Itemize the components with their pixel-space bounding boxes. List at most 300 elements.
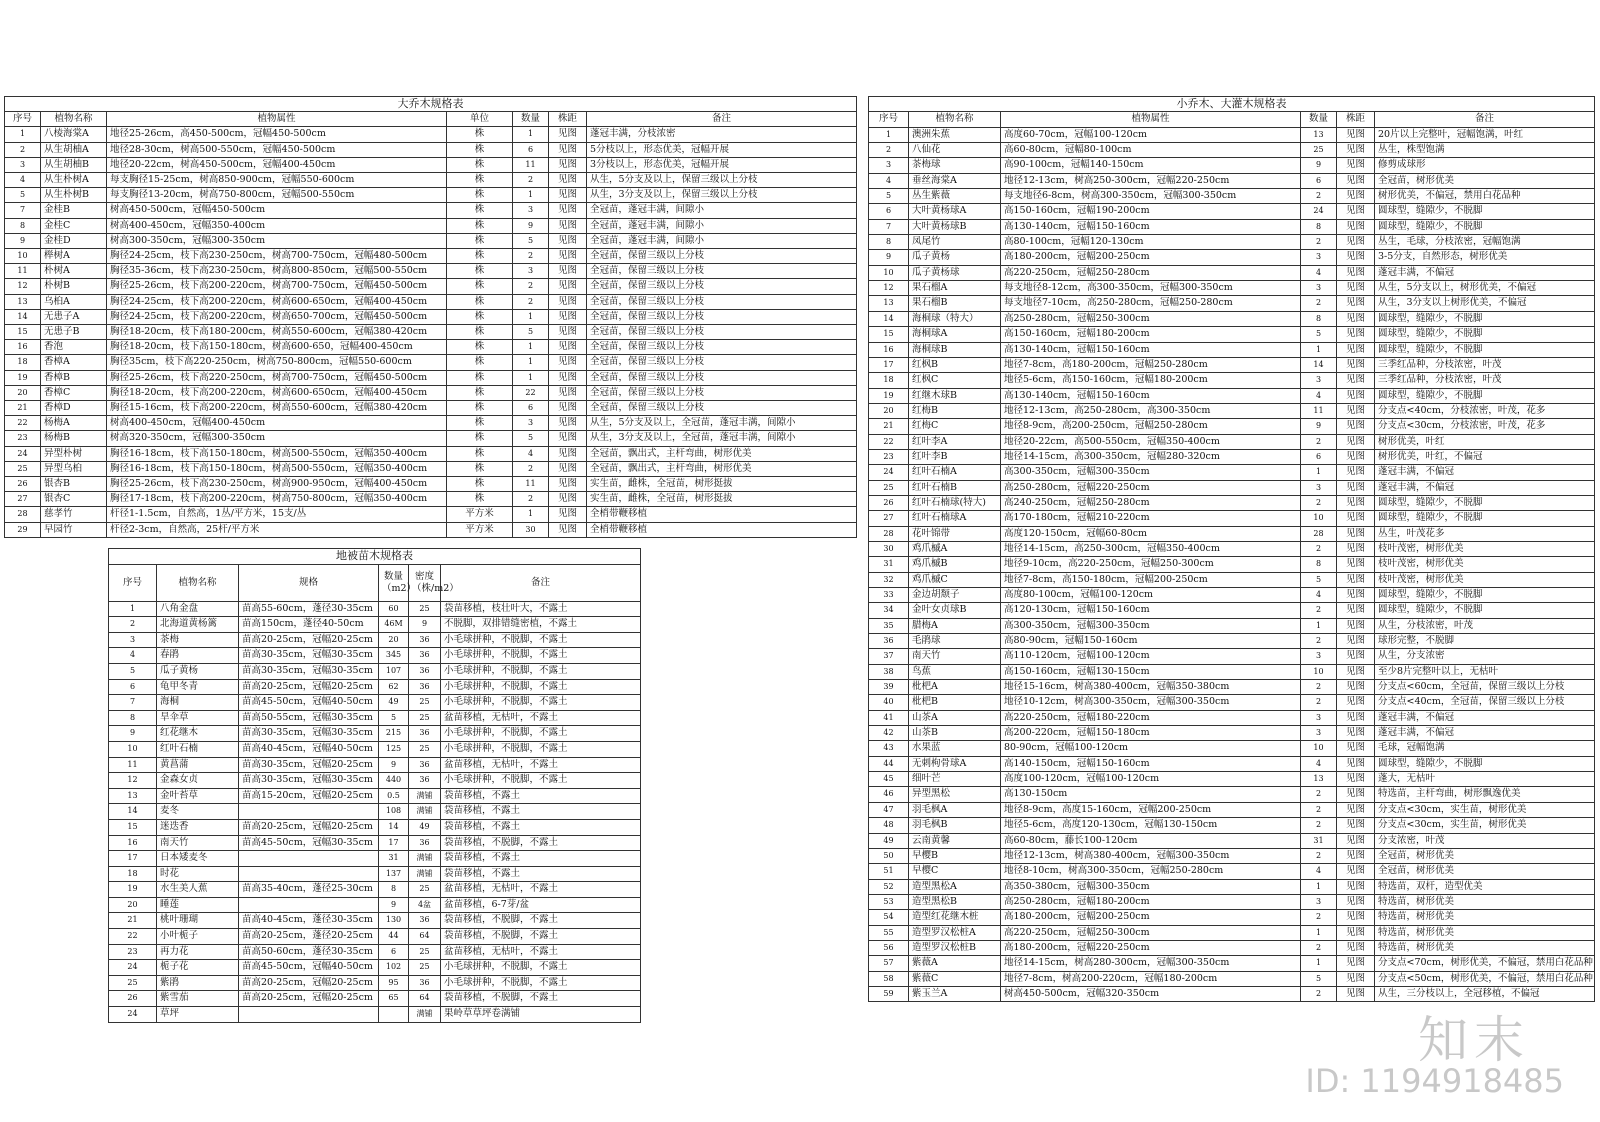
table-cell: 蓬大，无枯叶	[1375, 772, 1595, 787]
table-cell: 见图	[549, 416, 587, 431]
table-cell: 地径7-8cm，高150-180cm，冠幅200-250cm	[1001, 572, 1301, 587]
table-row	[869, 143, 1595, 158]
table-cell: 29	[5, 522, 41, 537]
table-cell: 株	[447, 264, 513, 279]
table-cell: 高220-250cm，冠幅250-300cm	[1001, 925, 1301, 940]
groundcover-table	[108, 548, 641, 1023]
table-cell: 株	[447, 461, 513, 476]
table-cell: 海桐球A	[909, 327, 1001, 342]
table-cell: 25	[409, 960, 441, 976]
table-cell: 24	[869, 465, 909, 480]
table-cell: 2	[513, 492, 549, 507]
col-header: 规格	[239, 564, 379, 601]
table-cell: 全冠苗，保留三级以上分枝	[587, 279, 857, 294]
table-cell: 48	[869, 818, 909, 833]
table-cell: 高300-350cm，冠幅300-350cm	[1001, 618, 1301, 633]
table-cell: 树高320-350cm，冠幅300-350cm	[107, 431, 447, 446]
table-cell: 2	[5, 142, 41, 157]
table-cell: 4	[1301, 864, 1337, 879]
table-cell: 苗高55-60cm，蓬径30-35cm	[239, 601, 379, 617]
table-cell: 见图	[1337, 465, 1375, 480]
table-cell: 见图	[549, 279, 587, 294]
table-cell: 鸡爪槭C	[909, 572, 1001, 587]
table-row	[869, 189, 1595, 204]
table-cell: 紫薇C	[909, 971, 1001, 986]
table-cell: 3	[5, 157, 41, 172]
table-cell: 小毛球拼种，不脱脚，不露土	[441, 975, 641, 991]
table-cell: 6	[869, 204, 909, 219]
table-row	[869, 971, 1595, 986]
table-cell: 胸径24-25cm，枝下高200-220cm，树高600-650cm，冠幅400-450cm	[107, 294, 447, 309]
table-cell: 紫鹃	[157, 975, 239, 991]
table-cell: 实生苗，雌株，全冠苗，树形挺拔	[587, 492, 857, 507]
table-row	[869, 603, 1595, 618]
table-cell: 25	[409, 710, 441, 726]
table-cell: 全冠苗，保留三级以上分枝	[587, 355, 857, 370]
table-cell: 25	[409, 741, 441, 757]
groundcover-table-title: 地被苗木规格表	[109, 549, 641, 565]
table-cell: 金桂B	[41, 203, 107, 218]
table-row	[109, 726, 641, 742]
table-row	[109, 601, 641, 617]
table-cell: 从生，5分支以上，树形优美，不偏冠	[1375, 281, 1595, 296]
table-cell: 44	[379, 929, 409, 945]
table-cell: 见图	[1337, 956, 1375, 971]
table-cell: 球形完整，不脱脚	[1375, 634, 1595, 649]
table-cell: 小毛球拼种，不脱脚，不露土	[441, 695, 641, 711]
table-cell: 异型黑松	[909, 787, 1001, 802]
table-cell: 见图	[549, 142, 587, 157]
table-cell: 见图	[1337, 864, 1375, 879]
table-cell: 5	[513, 431, 549, 446]
table-cell: 见图	[1337, 710, 1375, 725]
table-row	[869, 710, 1595, 725]
table-cell: 修剪成球形	[1375, 158, 1595, 173]
table-cell: 高150-160cm，冠幅130-150cm	[1001, 664, 1301, 679]
table-cell: 造型黑松A	[909, 879, 1001, 894]
col-header: 植物名称	[157, 564, 239, 601]
table-cell: 17	[379, 835, 409, 851]
table-cell: 高180-200cm，冠幅220-250cm	[1001, 940, 1301, 955]
table-cell: 25	[109, 975, 157, 991]
table-cell: 盆苗移植，无枯叶，不露土	[441, 757, 641, 773]
table-cell: 2	[1301, 235, 1337, 250]
table-cell: 13	[1301, 127, 1337, 142]
table-cell: 苗高45-50cm，冠幅30-35cm	[239, 835, 379, 851]
table-cell: 胸径15-16cm，枝下高200-220cm，树高550-600cm，冠幅380-420cm	[107, 401, 447, 416]
table-cell: 见图	[1337, 127, 1375, 142]
table-cell: 小毛球拼种，不脱脚，不露土	[441, 960, 641, 976]
table-row	[5, 309, 857, 324]
table-cell: 胸径35-36cm，枝下高230-250cm，树高800-850cm，冠幅500-550cm	[107, 264, 447, 279]
col-header: 数量	[513, 112, 549, 127]
table-row	[869, 818, 1595, 833]
table-cell: 瓜子黄杨	[157, 663, 239, 679]
table-cell: 再力花	[157, 944, 239, 960]
table-cell: 20	[109, 897, 157, 913]
table-row	[869, 618, 1595, 633]
table-row	[5, 325, 857, 340]
table-cell: 袋苗移植，不脱脚，不露土	[441, 991, 641, 1007]
table-cell: 107	[379, 663, 409, 679]
table-cell: 43	[869, 741, 909, 756]
table-cell: 金桂D	[41, 233, 107, 248]
table-cell: 见图	[1337, 388, 1375, 403]
table-cell: 特选苗，树形优美	[1375, 910, 1595, 925]
table-cell: 三季红品种，分枝浓密，叶茂	[1375, 357, 1595, 372]
table-cell: 株	[447, 355, 513, 370]
table-cell: 5分枝以上，形态优美，冠幅开展	[587, 142, 857, 157]
table-cell: 80-90cm，冠幅100-120cm	[1001, 741, 1301, 756]
table-cell: 2	[1301, 434, 1337, 449]
table-cell: 高60-80cm，藤长100-120cm	[1001, 833, 1301, 848]
table-row	[5, 507, 857, 522]
table-cell: 25	[5, 461, 41, 476]
table-cell: 满铺	[409, 851, 441, 867]
table-cell: 大叶黄杨球A	[909, 204, 1001, 219]
table-cell: 山茶B	[909, 726, 1001, 741]
table-cell: 全冠苗，蓬冠丰满，间隙小	[587, 218, 857, 233]
table-cell: 4	[1301, 388, 1337, 403]
table-cell: 3	[513, 264, 549, 279]
table-cell: 49	[869, 833, 909, 848]
table-cell: 地径14-15cm，高300-350cm，冠幅280-320cm	[1001, 449, 1301, 464]
table-cell: 苗高30-35cm，冠幅30-35cm	[239, 648, 379, 664]
table-cell: 13	[869, 296, 909, 311]
table-row	[869, 772, 1595, 787]
table-cell: 46M	[379, 617, 409, 633]
table-cell: 9	[379, 897, 409, 913]
table-cell: 见图	[1337, 618, 1375, 633]
table-cell: 胸径18-20cm，枝下高200-220cm，树高600-650cm，冠幅400-450cm	[107, 385, 447, 400]
table-row	[5, 385, 857, 400]
table-cell: 胸径17-18cm，枝下高200-220cm，树高750-800cm，冠幅350-400cm	[107, 492, 447, 507]
table-cell: 早园竹	[41, 522, 107, 537]
table-cell	[239, 866, 379, 882]
table-cell: 小毛球拼种，不脱脚，不露土	[441, 648, 641, 664]
table-cell: 高130-150cm	[1001, 787, 1301, 802]
table-cell: 25	[409, 944, 441, 960]
table-row	[869, 158, 1595, 173]
table-cell: 高130-140cm，冠幅150-160cm	[1001, 342, 1301, 357]
table-row	[109, 695, 641, 711]
table-cell: 袋苗移植，不脱脚，不露土	[441, 913, 641, 929]
table-cell: 见图	[549, 370, 587, 385]
table-cell: 见图	[1337, 403, 1375, 418]
table-cell: 高220-250cm，冠幅180-220cm	[1001, 710, 1301, 725]
table-row	[109, 897, 641, 913]
table-row	[5, 249, 857, 264]
table-cell: 60	[379, 601, 409, 617]
table-cell: 从生，3分支及以上，全冠苗，蓬冠丰满，间隙小	[587, 431, 857, 446]
table-cell: 见图	[549, 401, 587, 416]
table-cell: 高250-280cm，冠幅220-250cm	[1001, 480, 1301, 495]
table-cell: 垂丝海棠A	[909, 173, 1001, 188]
table-cell: 全冠苗，保留三级以上分枝	[587, 249, 857, 264]
table-cell: 袋苗移植，枝壮叶大，不露土	[441, 601, 641, 617]
table-cell: 20	[379, 632, 409, 648]
table-cell: 海桐球（特大）	[909, 311, 1001, 326]
table-cell: 5	[869, 189, 909, 204]
table-cell: 9	[379, 757, 409, 773]
table-cell: 株	[447, 203, 513, 218]
table-row	[109, 648, 641, 664]
table-row	[5, 203, 857, 218]
table-cell: 小叶栀子	[157, 929, 239, 945]
table-cell: 袋苗移植，不露土	[441, 866, 641, 882]
table-cell: 23	[109, 944, 157, 960]
table-row	[869, 403, 1595, 418]
table-cell: 花叶锦带	[909, 526, 1001, 541]
table-cell: 见图	[1337, 357, 1375, 372]
table-cell: 19	[5, 370, 41, 385]
table-cell: 从生，3分支及以上，保留三级以上分枝	[587, 188, 857, 203]
table-cell: 丛生，叶茂花多	[1375, 526, 1595, 541]
table-cell: 1	[109, 601, 157, 617]
table-row	[109, 788, 641, 804]
table-cell: 5	[1301, 572, 1337, 587]
table-cell: 紫雪茄	[157, 991, 239, 1007]
table-cell: 地径20-22cm，树高450-500cm，冠幅400-450cm	[107, 157, 447, 172]
table-cell: 苗高50-60cm，蓬径30-35cm	[239, 944, 379, 960]
table-cell: 19	[109, 882, 157, 898]
table-cell: 8	[1301, 557, 1337, 572]
table-cell: 8	[379, 882, 409, 898]
table-cell: 5	[5, 188, 41, 203]
table-cell: 0.5	[379, 788, 409, 804]
table-cell: 杆径2-3cm，自然高，25杆/平方米	[107, 522, 447, 537]
table-cell: 高350-380cm，冠幅300-350cm	[1001, 879, 1301, 894]
table-cell: 地径7-8cm，高180-200cm，冠幅250-280cm	[1001, 357, 1301, 372]
table-cell: 10	[1301, 511, 1337, 526]
table-cell: 枇杷B	[909, 695, 1001, 710]
table-cell: 果石榴B	[909, 296, 1001, 311]
table-cell: 46	[869, 787, 909, 802]
table-cell: 28	[1301, 526, 1337, 541]
table-cell: 36	[409, 773, 441, 789]
table-cell: 36	[409, 757, 441, 773]
table-row	[869, 741, 1595, 756]
table-cell: 24	[109, 1007, 157, 1023]
table-cell: 株	[447, 233, 513, 248]
table-cell: 高250-280cm，冠幅250-300cm	[1001, 311, 1301, 326]
table-cell: 55	[869, 925, 909, 940]
table-cell: 造型红花继木桩	[909, 910, 1001, 925]
table-cell: 圆球型，缝隙少，不脱脚	[1375, 342, 1595, 357]
table-cell: 见图	[549, 492, 587, 507]
table-cell: 1	[1301, 956, 1337, 971]
table-cell: 高170-180cm，冠幅210-220cm	[1001, 511, 1301, 526]
table-cell: 20片以上完整叶，冠幅饱满，叶红	[1375, 127, 1595, 142]
table-row	[5, 340, 857, 355]
table-cell: 盆苗移植，无枯叶，不露土	[441, 710, 641, 726]
table-cell: 无患子A	[41, 309, 107, 324]
table-cell: 见图	[1337, 879, 1375, 894]
table-cell: 不脱脚，双排错缝密植，不露土	[441, 617, 641, 633]
table-cell: 造型罗汉松桩A	[909, 925, 1001, 940]
table-cell: 红叶石楠	[157, 741, 239, 757]
table-cell: 10	[1301, 664, 1337, 679]
groundcover-table-body	[109, 601, 641, 1022]
table-row	[5, 279, 857, 294]
table-cell: 4	[5, 173, 41, 188]
table-cell: 6	[513, 142, 549, 157]
table-cell: 8	[109, 710, 157, 726]
table-cell: 高150-160cm，冠幅180-200cm	[1001, 327, 1301, 342]
table-cell: 10	[1301, 741, 1337, 756]
table-row	[869, 726, 1595, 741]
table-cell: 64	[409, 929, 441, 945]
table-cell: 11	[5, 264, 41, 279]
table-cell: 见图	[1337, 265, 1375, 280]
table-cell: 海桐球B	[909, 342, 1001, 357]
table-cell: 细叶芒	[909, 772, 1001, 787]
col-header: 株距	[549, 112, 587, 127]
table-row	[5, 173, 857, 188]
table-cell: 龟甲冬青	[157, 679, 239, 695]
table-cell: 圆球型，缝隙少，不脱脚	[1375, 756, 1595, 771]
table-cell: 23	[5, 431, 41, 446]
table-cell: 9	[869, 250, 909, 265]
table-cell: 胸径24-25cm，枝下高230-250cm，树高700-750cm，冠幅480-500cm	[107, 249, 447, 264]
table-cell: 28	[869, 526, 909, 541]
table-cell: 茶梅	[157, 632, 239, 648]
table-cell: 见图	[1337, 281, 1375, 296]
table-cell: 每支地径7-10cm，高250-280cm，冠幅250-280cm	[1001, 296, 1301, 311]
table-row	[5, 142, 857, 157]
table-cell: 见图	[1337, 695, 1375, 710]
table-cell: 株	[447, 431, 513, 446]
table-row	[869, 388, 1595, 403]
table-cell: 36	[409, 663, 441, 679]
table-cell: 地径8-10cm，树高300-350cm，冠幅250-280cm	[1001, 864, 1301, 879]
table-cell: 5	[1301, 327, 1337, 342]
table-cell: 3	[1301, 480, 1337, 495]
table-cell: 紫薇A	[909, 956, 1001, 971]
table-cell: 株	[447, 340, 513, 355]
table-row	[869, 342, 1595, 357]
table-cell: 红枫C	[909, 373, 1001, 388]
table-cell: 高200-220cm，冠幅150-180cm	[1001, 726, 1301, 741]
table-cell: 17	[109, 851, 157, 867]
table-cell: 9	[5, 233, 41, 248]
table-cell: 胸径18-20cm，枝下高180-200cm，树高550-600cm，冠幅380-420cm	[107, 325, 447, 340]
table-cell: 12	[109, 773, 157, 789]
table-cell: 高180-200cm，冠幅200-250cm	[1001, 250, 1301, 265]
table-cell: 见图	[1337, 588, 1375, 603]
table-cell: 苗高30-35cm，冠幅20-25cm	[239, 757, 379, 773]
table-cell: 1	[1301, 342, 1337, 357]
table-cell: 榉树A	[41, 249, 107, 264]
table-cell: 从生，分支浓密	[1375, 649, 1595, 664]
table-cell: 澳洲朱蕉	[909, 127, 1001, 142]
table-cell: 1	[1301, 925, 1337, 940]
table-cell: 62	[379, 679, 409, 695]
table-cell: 见图	[1337, 373, 1375, 388]
table-cell: 小毛球拼种，不脱脚，不露土	[441, 679, 641, 695]
table-cell: 地径28-30cm，树高500-550cm，冠幅450-500cm	[107, 142, 447, 157]
table-cell: 27	[869, 511, 909, 526]
table-cell: 36	[409, 975, 441, 991]
table-cell: 从生胡柚B	[41, 157, 107, 172]
table-cell: 高130-140cm，冠幅150-160cm	[1001, 219, 1301, 234]
table-cell: 果石榴A	[909, 281, 1001, 296]
table-cell: 枇杷A	[909, 680, 1001, 695]
table-cell: 见图	[1337, 495, 1375, 510]
table-cell: 2	[513, 279, 549, 294]
table-cell: 见图	[549, 157, 587, 172]
table-cell: 分支点<40cm，分枝浓密，叶茂，花多	[1375, 403, 1595, 418]
table-cell: 2	[513, 461, 549, 476]
table-cell: 见图	[1337, 741, 1375, 756]
table-cell: 八仙花	[909, 143, 1001, 158]
table-cell: 21	[109, 913, 157, 929]
table-cell: 满铺	[409, 788, 441, 804]
table-cell: 4	[1301, 756, 1337, 771]
table-cell: 49	[379, 695, 409, 711]
table-cell: 49	[409, 819, 441, 835]
table-cell: 见图	[1337, 419, 1375, 434]
table-row	[869, 127, 1595, 142]
table-cell: 八棱海棠A	[41, 127, 107, 142]
table-row	[109, 960, 641, 976]
table-cell: 3	[1301, 250, 1337, 265]
table-cell: 23	[869, 449, 909, 464]
table-cell: 袋苗移植，不露土	[441, 804, 641, 820]
table-cell: 见图	[549, 507, 587, 522]
table-cell: 见图	[1337, 986, 1375, 1001]
table-cell: 16	[869, 342, 909, 357]
table-cell: 红叶石楠A	[909, 465, 1001, 480]
table-cell: 栀子花	[157, 960, 239, 976]
table-cell: 小毛球拼种，不脱脚，不露土	[441, 773, 641, 789]
watermark-logo: 知末	[1418, 1011, 1530, 1069]
table-row	[5, 188, 857, 203]
table-cell: 见图	[1337, 511, 1375, 526]
table-cell: 24	[109, 960, 157, 976]
table-cell: 1	[513, 370, 549, 385]
table-cell: 24	[5, 446, 41, 461]
table-cell: 见图	[1337, 219, 1375, 234]
table-cell: 全冠苗，保留三级以上分枝	[587, 340, 857, 355]
table-cell: 11	[109, 757, 157, 773]
table-cell: 株	[447, 294, 513, 309]
table-cell: 高度60-70cm，冠幅100-120cm	[1001, 127, 1301, 142]
table-cell: 10	[5, 249, 41, 264]
table-cell: 3	[1301, 373, 1337, 388]
table-cell: 14	[869, 311, 909, 326]
table-cell: 3	[1301, 726, 1337, 741]
table-cell: 全冠苗，飘出式，主杆弯曲，树形优美	[587, 461, 857, 476]
table-cell: 枝叶茂密，树形优美	[1375, 572, 1595, 587]
table-cell: 分支点<40cm，全冠苗，保留三级以上分枝	[1375, 695, 1595, 710]
table-cell: 见图	[549, 477, 587, 492]
table-cell: 137	[379, 866, 409, 882]
table-cell: 桃叶珊瑚	[157, 913, 239, 929]
table-cell: 见图	[1337, 296, 1375, 311]
table-cell: 从生，3分支以上树形优美，不偏冠	[1375, 296, 1595, 311]
table-cell: 27	[5, 492, 41, 507]
table-row	[109, 741, 641, 757]
table-cell: 苗高20-25cm，冠幅20-25cm	[239, 819, 379, 835]
table-cell: 异型朴树	[41, 446, 107, 461]
table-cell: 袋苗移植，不露土	[441, 851, 641, 867]
table-cell	[239, 851, 379, 867]
table-cell: 苗高20-25cm，冠幅20-25cm	[239, 679, 379, 695]
table-row	[5, 461, 857, 476]
table-cell: 金边胡颓子	[909, 588, 1001, 603]
table-cell: 株	[447, 446, 513, 461]
